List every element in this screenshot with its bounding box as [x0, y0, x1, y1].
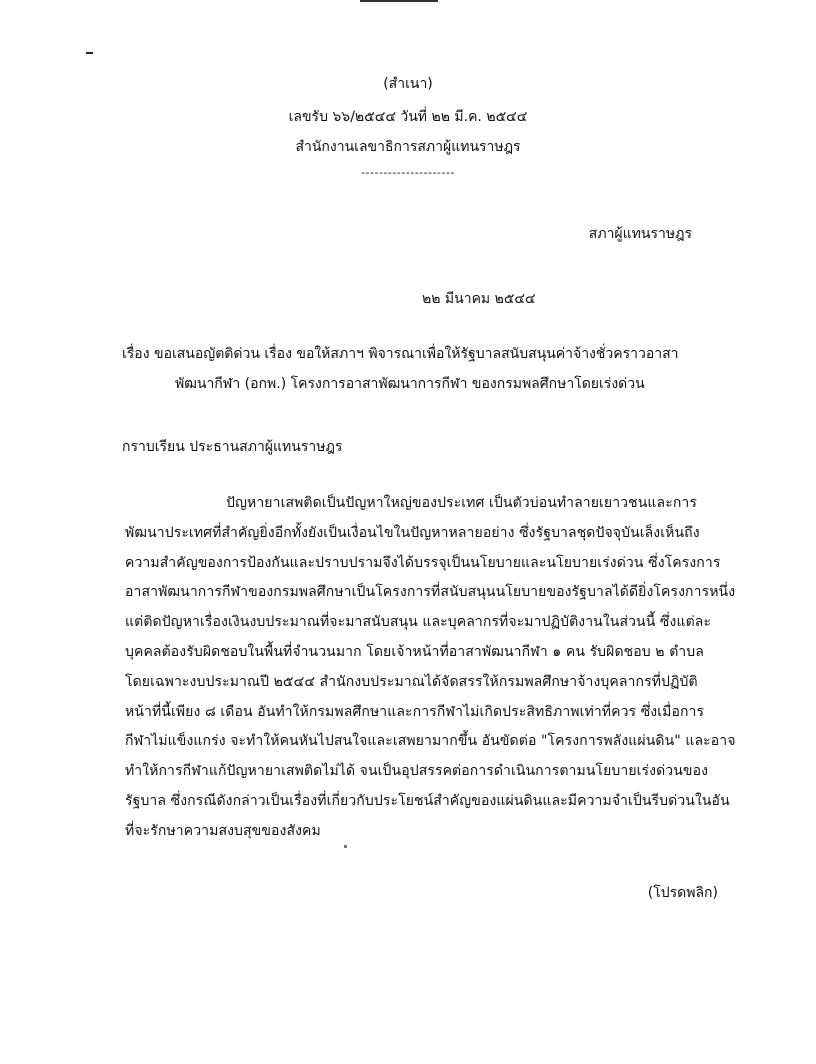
body-line: แต่ติดปัญหาเรื่องเงินงบประมาณที่จะมาสนับสนุน และบุคลากรที่จะมาปฏิบัติงานในส่วนนี้ ซึ่งแต่ละ	[125, 614, 712, 630]
copy-label: (สำเนา)	[383, 76, 433, 92]
sender: สภาผู้แทนราษฎร	[588, 226, 692, 242]
body-line: ความสำคัญของการป้องกันและปราบปรามจึงได้บรรจุเป็นนโยบายและนโยบายเร่งด่วน ซึ่งโครงการ	[125, 555, 721, 571]
subject-line-2: พัฒนากีฬา (อกพ.) โครงการอาสาพัฒนาการกีฬา ของกรมพลศึกษาโดยเร่งด่วน	[175, 376, 645, 392]
body-line: โดยเฉพาะงบประมาณปี ๒๕๔๔ สำนักงบประมาณได้จัดสรรให้กรมพลศึกษาจ้างบุคลากรที่ปฏิบัติ	[125, 674, 698, 690]
top-rule	[360, 0, 438, 2]
body-line: บุคคลต้องรับผิดชอบในพื้นที่จำนวนมาก โดยเจ้าหน้าที่อาสาพัฒนากีฬา ๑ คน รับผิดชอบ ๒ ตำบล	[125, 644, 704, 660]
receipt-line: เลขรับ ๖๖/๒๕๔๔ วันที่ ๒๒ มี.ค. ๒๕๔๔	[288, 109, 528, 125]
stray-mark	[344, 845, 347, 848]
margin-dash	[86, 52, 93, 54]
body-line: ปัญหายาเสพติดเป็นปัญหาใหญ่ของประเทศ เป็นตัวบ่อนทำลายเยาวชนและการ	[226, 495, 697, 511]
body-line: หน้าที่นี้เพียง ๘ เดือน อันทำให้กรมพลศึกษาและการกีฬาไม่เกิดประสิทธิภาพเท่าที่ควร ซึ่งเมื่อการ	[125, 704, 705, 720]
letter-date: ๒๒ มีนาคม ๒๕๔๔	[422, 291, 536, 307]
body-line: รัฐบาล ซึ่งกรณีดังกล่าวเป็นเรื่องที่เกี่ยวกับประโยชน์สำคัญของแผ่นดินและมีความจำเป็นรีบด่วนในอัน	[125, 793, 730, 809]
header-separator: ---------------------	[361, 166, 455, 179]
body-line: ที่จะรักษาความสงบสุขของสังคม	[125, 823, 321, 839]
salutation: กราบเรียน ประธานสภาผู้แทนราษฎร	[122, 439, 343, 455]
body-line: พัฒนาประเทศที่สำคัญยิ่งอีกทั้งยังเป็นเงื่อนไขในปัญหาหลายอย่าง ซึ่งรัฐบาลชุดปัจจุบันเล็งเห็นถึง	[125, 525, 700, 541]
office-name: สำนักงานเลขาธิการสภาผู้แทนราษฎร	[295, 139, 521, 155]
body-line: ทำให้การกีฬาแก้ปัญหายาเสพติดไม่ได้ จนเป็นอุปสรรคต่อการดำเนินการตามนโยบายเร่งด่วนของ	[125, 763, 709, 779]
please-turn-over: (โปรดพลิก)	[647, 885, 718, 901]
body-line: อาสาพัฒนาการกีฬาของกรมพลศึกษาเป็นโครงการที่สนับสนุนนโยบายของรัฐบาลได้ดียิ่งโครงการหนึ่ง	[125, 584, 736, 600]
subject-line-1: เรื่อง ขอเสนอญัตติด่วน เรื่อง ขอให้สภาฯ พิจารณาเพื่อให้รัฐบาลสนับสนุนค่าจ้างชั่วคราวอาสา	[122, 346, 679, 362]
body-line: กีฬาไม่แข็งแกร่ง จะทำให้คนหันไปสนใจและเสพยามากขึ้น อันขัดต่อ "โครงการพลังแผ่นดิน" และอาจ	[125, 733, 736, 749]
